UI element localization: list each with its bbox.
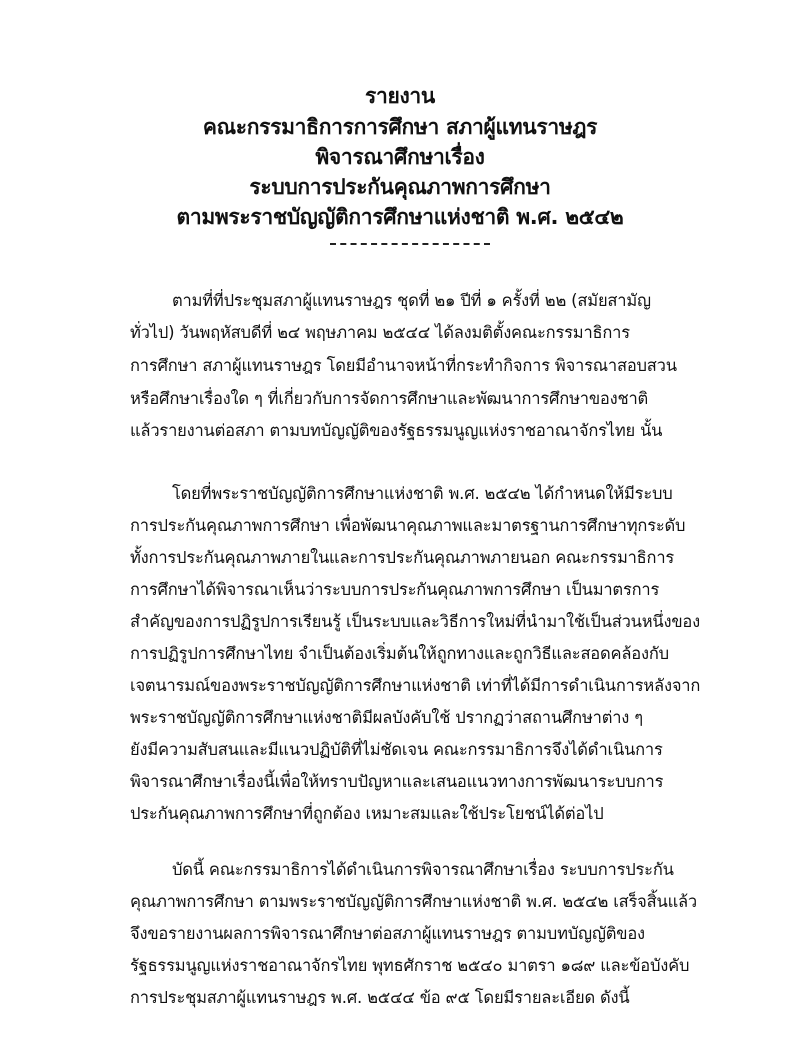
- committee-name: คณะกรรมาธิการการศึกษา สภาผู้แทนราษฎร: [202, 115, 598, 139]
- paragraph-2-line-5: สำคัญของการปฏิรูปการเรียนรู้ เป็นระบบและวิธีการใหม่ที่นำมาใช้เป็นส่วนหนึ่งของ: [130, 612, 700, 631]
- paragraph-2-line-9: ยังมีความสับสนและมีแนวปฏิบัติที่ไม่ชัดเจน คณะกรรมาธิการจึงได้ดำเนินการ: [130, 740, 663, 759]
- paragraph-3-line-1: บัดนี้ คณะกรรมาธิการได้ดำเนินการพิจารณาศึกษาเรื่อง ระบบการประกัน: [172, 860, 674, 879]
- paragraph-2-line-6: การปฏิรูปการศึกษาไทย จำเป็นต้องเริ่มต้นให้ถูกทางและถูกวิธีและสอดคล้องกับ: [130, 644, 669, 663]
- paragraph-3-line-5: การประชุมสภาผู้แทนราษฎร พ.ศ. ๒๕๔๔ ข้อ ๙๕ โดยมีรายละเอียด ดังนี้: [130, 988, 630, 1007]
- paragraph-2-line-7: เจตนารมณ์ของพระราชบัญญัติการศึกษาแห่งชาติ เท่าที่ได้มีการดำเนินการหลังจาก: [130, 676, 701, 695]
- subject-law: ตามพระราชบัญญัติการศึกษาแห่งชาติ พ.ศ. ๒๕๔๒: [176, 205, 624, 229]
- paragraph-3-line-3: จึงขอรายงานผลการพิจารณาศึกษาต่อสภาผู้แทนราษฎร ตามบทบัญญัติของ: [130, 924, 645, 943]
- paragraph-2-line-8: พระราชบัญญัติการศึกษาแห่งชาติมีผลบังคับใช้ ปรากฏว่าสถานศึกษาต่าง ๆ: [130, 708, 643, 727]
- paragraph-2-line-11: ประกันคุณภาพการศึกษาที่ถูกต้อง เหมาะสมและใช้ประโยชน์ได้ต่อไป: [130, 804, 604, 823]
- paragraph-1-line-2: ทั่วไป) วันพฤหัสบดีที่ ๒๔ พฤษภาคม ๒๕๔๔ ได้ลงมติตั้งคณะกรรมาธิการ: [130, 323, 630, 342]
- paragraph-1-line-4: หรือศึกษาเรื่องใด ๆ ที่เกี่ยวกับการจัดการศึกษาและพัฒนาการศึกษาของชาติ: [130, 389, 649, 408]
- subject-title: ระบบการประกันคุณภาพการศึกษา: [249, 175, 551, 199]
- paragraph-2-line-4: การศึกษาได้พิจารณาเห็นว่าระบบการประกันคุณภาพการศึกษา เป็นมาตรการ: [130, 580, 660, 599]
- paragraph-2-line-10: พิจารณาศึกษาเรื่องนี้เพื่อให้ทราบปัญหาและเสนอแนวทางการพัฒนาระบบการ: [130, 772, 664, 791]
- paragraph-1-line-1: ตามที่ที่ประชุมสภาผู้แทนราษฎร ชุดที่ ๒๑ ปีที่ ๑ ครั้งที่ ๒๒ (สมัยสามัญ: [172, 291, 651, 310]
- subject-heading: พิจารณาศึกษาเรื่อง: [315, 145, 485, 169]
- paragraph-3-line-4: รัฐธรรมนูญแห่งราชอาณาจักรไทย พุทธศักราช ๒๕๔๐ มาตรา ๑๘๙ และข้อบังคับ: [130, 956, 690, 975]
- paragraph-1-line-5: แล้วรายงานต่อสภา ตามบทบัญญัติของรัฐธรรมนูญแห่งราชอาณาจักรไทย นั้น: [130, 421, 663, 440]
- paragraph-2-line-2: การประกันคุณภาพการศึกษา เพื่อพัฒนาคุณภาพและมาตรฐานการศึกษาทุกระดับ: [130, 516, 686, 535]
- paragraph-1-line-3: การศึกษา สภาผู้แทนราษฎร โดยมีอำนาจหน้าที่กระทำกิจการ พิจารณาสอบสวน: [130, 356, 677, 375]
- paragraph-3-line-2: คุณภาพการศึกษา ตามพระราชบัญญัติการศึกษาแห่งชาติ พ.ศ. ๒๕๔๒ เสร็จสิ้นแล้ว: [130, 892, 697, 911]
- report-title: รายงาน: [365, 84, 435, 108]
- paragraph-2-line-1: โดยที่พระราชบัญญัติการศึกษาแห่งชาติ พ.ศ. ๒๕๔๒ ได้กำหนดให้มีระบบ: [172, 484, 673, 503]
- paragraph-2-line-3: ทั้งการประกันคุณภาพภายในและการประกันคุณภาพภายนอก คณะกรรมาธิการ: [130, 548, 675, 567]
- heading-divider: [330, 243, 490, 245]
